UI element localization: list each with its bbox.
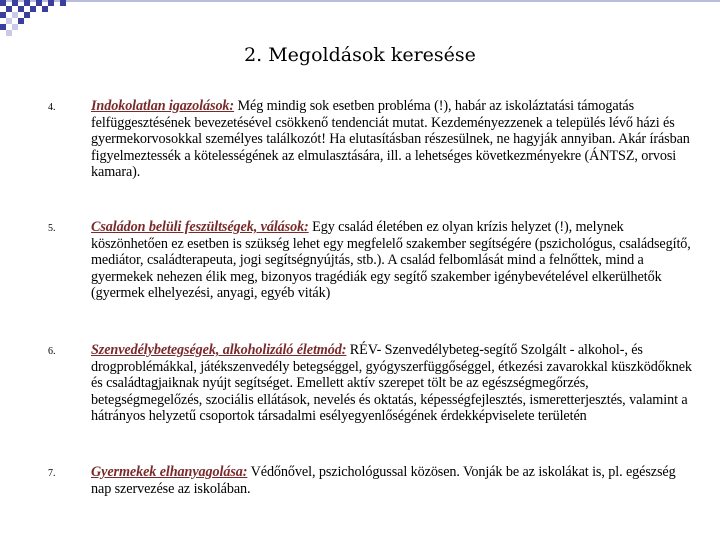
item-number: 4.: [48, 102, 56, 113]
item-body: Még mindig sok esetben probléma (!), habár az iskoláztatási támogatás felfüggesztésének bevezetésével csökkenő tendenciát mutat. Kezdeményezzenek a település lévő házi és gyermekorvosokkal személyes találkozót! Ha elutasításban részesülnek, ne hagyják annyiban. Akár írásban figyelmeztessék a kötelességének az elmulasztására, ill. a lehetséges következményekre (ÁNTSZ, orvosi kamara).: [91, 98, 690, 180]
item-body: Egy család életében ez olyan krízis helyzet (!), melynek köszönhetően ez esetben is szükség lehet egy megfelelő szakember segítségére (pszichológus, családsegítő, mediátor, családterapeuta, jogi segítségnyújtás, stb.). A család felbomlását mind a felnőttek, mind a gyermekek nehezen élik meg, bizonyos tragédiák egy segítő szakember igénybevételével elkerülhetők (gyermek elhelyezési, anyagi, egyéb viták): [91, 219, 691, 301]
item-number: 7.: [48, 468, 56, 479]
item-text: [91, 342, 693, 425]
decorative-checker-pattern: [0, 0, 720, 36]
item-body: Védőnővel, pszichológussal közösen. Vonják be az iskolákat is, pl. egészség nap szervezése az iskolában.: [91, 464, 676, 497]
item-lead: Családon belüli feszültségek, válások:: [91, 219, 309, 235]
item-text: [91, 98, 693, 181]
page-title: 2. Megoldások keresése: [244, 44, 476, 66]
item-lead: Indokolatlan igazolások:: [91, 98, 235, 114]
item-body: RÉV- Szenvedélybeteg-segítő Szolgált - alkohol-, és drogproblémákkal, játékszenvedély betegséggel, gyógyszerfüggőséggel, étkezési zavarokkal küszködőknek és családtagjaiknak nyújt segítséget. Emellett aktív szerepet tölt be az egészségmegőrzés, betegségmegelőzés, szociális ellátások, nevelés és oktatás, képességfejlesztés, ismeretterjesztés, valamint a hátrányos helyzetű csoportok társadalmi esélyegyenlőségének érdekképviselete területén: [91, 342, 692, 424]
item-lead: Gyermekek elhanyagolása:: [91, 464, 248, 480]
item-lead: Szenvedélybetegségek, alkoholizáló életmód:: [91, 342, 347, 358]
item-text: [91, 464, 693, 497]
item-text: [91, 219, 693, 302]
item-number: 5.: [48, 223, 56, 234]
item-number: 6.: [48, 346, 56, 357]
